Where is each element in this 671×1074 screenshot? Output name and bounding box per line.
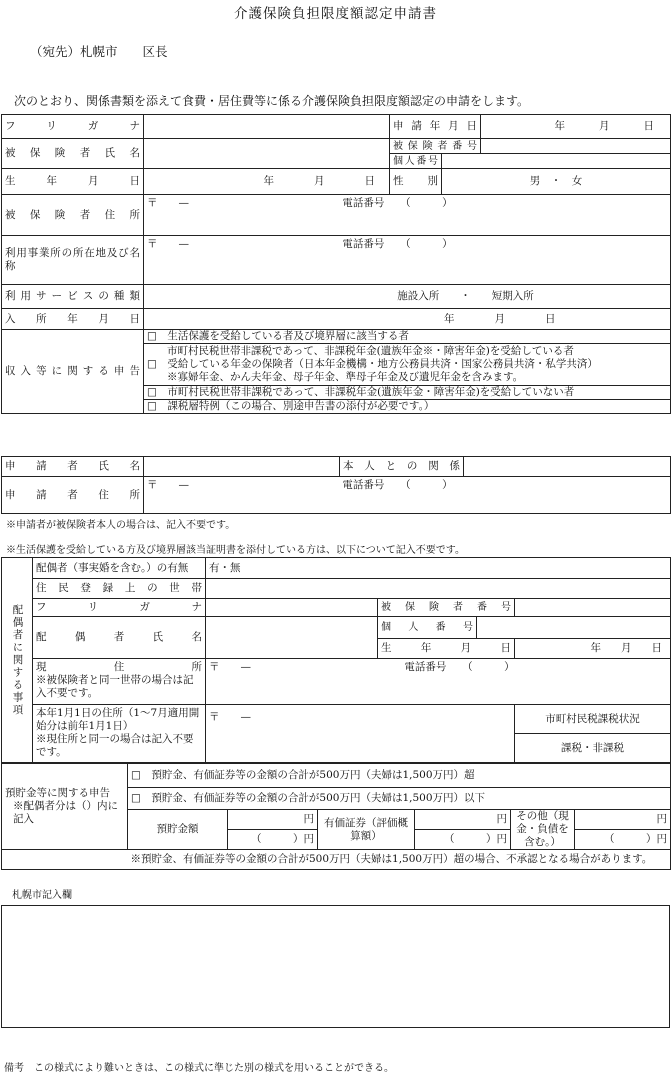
phone-label: 電話番号 （ ）	[342, 479, 453, 491]
insured-person-table	[1, 114, 671, 414]
current-address-note: ※被保険者と同一世帯の場合は記入不要です。	[36, 674, 194, 699]
spouse-name-field[interactable]	[206, 617, 378, 659]
savings-table	[1, 763, 671, 870]
relation-label: 本人との関係	[340, 457, 464, 477]
savings-label-note: ※配偶者分は（）内に記入	[13, 800, 118, 825]
spouse-exist-label: 配偶者（事実婚を含む。）の有無	[33, 558, 206, 579]
birth-field[interactable]	[144, 169, 390, 195]
city-entry-box[interactable]	[1, 905, 670, 1028]
day-label: 日	[364, 175, 375, 187]
service-type-options[interactable]: 施設入所 ・ 短期入所	[144, 285, 671, 309]
furigana-label: フリガナ	[2, 115, 144, 139]
month-label: 月	[314, 175, 325, 187]
income-option-2[interactable]	[144, 344, 671, 386]
securities-spouse-amount[interactable]: （ ）円	[415, 830, 511, 850]
furigana-field[interactable]	[144, 115, 390, 139]
spouse-name-label: 配偶者氏名	[33, 617, 206, 659]
spouse-side-label: 配偶者に関する事項	[2, 558, 33, 763]
spouse-table	[1, 557, 671, 763]
spouse-insured-no-label: 被保険者番号	[378, 599, 515, 617]
day-label: 日	[545, 312, 556, 325]
phone-label: 電話番号 （ ）	[342, 197, 453, 209]
year-label: 年	[263, 175, 274, 187]
household-field[interactable]	[206, 579, 671, 599]
intro-text: 次のとおり、関係書類を添えて食費・居住費等に係る介護保険負担限度額認定の申請をします。	[14, 94, 530, 108]
current-address-label	[33, 659, 206, 705]
phone-label: 電話番号 （ ）	[404, 661, 515, 673]
facility-label: 利用事業所の所在地及び名称	[2, 236, 144, 285]
postal-mark: 〒 —	[209, 661, 251, 673]
income-option-1[interactable]: □ 生活保護を受給している者及び境界層に該当する者	[144, 330, 671, 344]
service-type-label: 利用サービスの種類	[2, 285, 144, 309]
income-option-2-line-2: □ 受給している年金の保険者（日本年金機構・地方公務員共済・国家公務員共済・私学共済）	[147, 358, 598, 370]
applicant-note: ※申請者が被保険者本人の場合は、記入不要です。	[6, 520, 236, 531]
household-label: 住民登録上の世帯	[33, 579, 206, 599]
jan-address-field[interactable]	[206, 705, 515, 763]
admission-date-label: 入所年月日	[2, 309, 144, 330]
insured-no-label: 被保険者番号	[390, 139, 481, 154]
city-box-label: 札幌市記入欄	[12, 890, 72, 901]
deposits-label: 預貯金額	[128, 810, 228, 850]
income-option-2-line-3: ※寡婦年金、かん夫年金、母子年金、準母子年金及び遺児年金を含みます。	[167, 371, 524, 383]
sex-options[interactable]: 男 ・ 女	[442, 169, 671, 195]
other-assets-amount[interactable]: 円	[575, 810, 671, 830]
jan-address-title: 本年1月1日の住所（1～7月適用開始分は前年1月1日）	[36, 707, 200, 732]
spouse-insured-no-field[interactable]	[515, 599, 671, 617]
apply-date-label: 申請年月日	[390, 115, 481, 139]
tax-status-cell	[515, 705, 671, 763]
addressee: （宛先）札幌市 区長	[30, 44, 168, 59]
savings-footnote: ※預貯金、有価証券等の金額の合計が500万円（夫婦は1,500万円）超の場合、不承認となる場合があります。	[128, 850, 671, 870]
insured-name-label: 被保険者氏名	[2, 139, 144, 169]
postal-mark: 〒 —	[147, 197, 189, 209]
day-label: 日	[651, 642, 662, 654]
jan-address-label	[33, 705, 206, 763]
applicant-table	[1, 456, 671, 514]
income-option-2-line-1: 市町村民税世帯非課税であって、非課税年金(遺族年金※・障害年金)を受給している者	[167, 345, 574, 357]
deposits-amount[interactable]: 円	[228, 810, 318, 830]
phone-label: 電話番号 （ ）	[342, 238, 453, 250]
month-label: 月	[621, 642, 632, 654]
other-assets-spouse-amount[interactable]: （ ）円	[575, 830, 671, 850]
insured-no-field[interactable]	[481, 139, 671, 154]
personal-no-field[interactable]	[442, 154, 671, 169]
spouse-birth-field[interactable]	[515, 639, 671, 659]
spouse-furigana-field[interactable]	[206, 599, 378, 617]
day-label: 日	[643, 120, 654, 132]
savings-footnote-spacer	[2, 850, 128, 870]
spouse-exist-options[interactable]: 有・無	[206, 558, 671, 579]
applicant-address-label: 申請者住所	[2, 477, 144, 514]
postal-mark: 〒 —	[209, 711, 251, 723]
current-address-field[interactable]	[206, 659, 671, 705]
insured-address-field[interactable]	[144, 195, 671, 236]
insured-address-label: 被保険者住所	[2, 195, 144, 236]
spouse-personal-no-label: 個人番号	[378, 617, 477, 639]
applicant-address-field[interactable]	[144, 477, 671, 514]
year-label: 年	[590, 642, 601, 654]
savings-option-2[interactable]: □ 預貯金、有価証券等の金額の合計が500万円（夫婦は1,500万円）以下	[128, 788, 671, 810]
savings-label: 預貯金等に関する申告	[5, 787, 110, 799]
jan-address-note: ※現住所と同一の場合は記入不要です。	[36, 733, 194, 758]
birth-label: 生年月日	[2, 169, 144, 195]
savings-option-1[interactable]: □ 預貯金、有価証券等の金額の合計が500万円（夫婦は1,500万円）超	[128, 764, 671, 788]
securities-label: 有価証券（評価概算額）	[318, 810, 415, 850]
postal-mark: 〒 —	[147, 238, 189, 250]
income-option-4[interactable]: □ 課税層特例（この場合、別途申告書の添付が必要です。）	[144, 400, 671, 414]
form-title: 介護保険負担限度額認定申請書	[234, 6, 437, 22]
income-label: 収入等に関する申告	[2, 330, 144, 414]
month-label: 月	[599, 120, 610, 132]
deposits-spouse-amount[interactable]: （ ）円	[228, 830, 318, 850]
spouse-personal-no-field[interactable]	[477, 617, 671, 639]
applicant-name-label: 申請者氏名	[2, 457, 144, 477]
tax-status-label: 市町村民税課税状況	[515, 705, 670, 734]
personal-no-label: 個人番号	[390, 154, 442, 169]
relation-field[interactable]	[464, 457, 671, 477]
year-label: 年	[444, 312, 455, 325]
bottom-note: 備考 この様式により難いときは、この様式に準じた別の様式を用いることができる。	[4, 1063, 394, 1074]
month-label: 月	[494, 312, 505, 325]
spouse-birth-label: 生年月日	[378, 639, 515, 659]
current-address-title: 現住所	[36, 661, 202, 673]
applicant-name-field[interactable]	[144, 457, 340, 477]
spouse-furigana-label: フリガナ	[33, 599, 206, 617]
welfare-note: ※生活保護を受給している方及び境界層該当証明書を添付している方は、以下について記入不要です。	[6, 545, 465, 556]
admission-date-field[interactable]	[144, 309, 671, 330]
postal-mark: 〒 —	[147, 479, 189, 491]
facility-field[interactable]	[144, 236, 671, 285]
sex-label: 性別	[390, 169, 442, 195]
savings-label-cell	[2, 764, 128, 850]
apply-date-field[interactable]	[481, 115, 671, 139]
income-option-3[interactable]: □ 市町村民税世帯非課税であって、非課税年金(遺族年金・障害年金)を受給していない者	[144, 386, 671, 400]
insured-name-field[interactable]	[144, 139, 390, 169]
tax-status-options[interactable]: 課税・非課税	[561, 742, 624, 754]
securities-amount[interactable]: 円	[415, 810, 511, 830]
other-assets-label: その他（現金・負債を含む。）	[511, 810, 575, 850]
year-label: 年	[554, 120, 565, 132]
